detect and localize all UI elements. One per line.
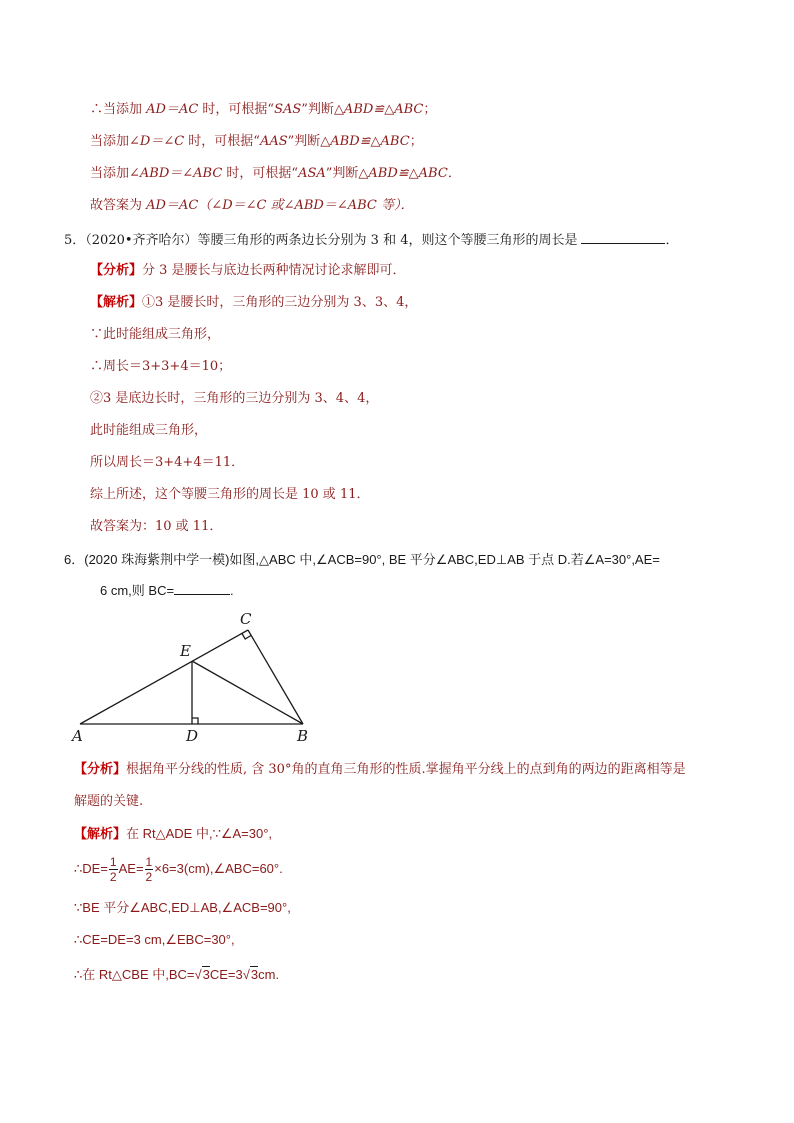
right-angle-mark-d bbox=[192, 718, 198, 724]
solution-tag: 【解析】 bbox=[90, 295, 143, 310]
q6-solution-step-3: ∵BE 平分∠ABC,ED⊥AB,∠ACB=90°, bbox=[74, 900, 291, 915]
q5-solution-step: ∴周长＝3+3+4＝10； bbox=[90, 359, 232, 374]
segment-ac bbox=[80, 630, 248, 724]
segment-eb bbox=[192, 661, 303, 724]
q5-solution-step: 所以周长＝3+4+4＝11． bbox=[90, 455, 245, 470]
fraction-one-half: $\frac{1}{2}$ bbox=[145, 855, 153, 885]
label-a: A bbox=[72, 727, 83, 745]
triangle-figure bbox=[60, 606, 330, 746]
q5-solution-step: ∵此时能组成三角形， bbox=[90, 327, 221, 342]
q5-solution-step: 此时能组成三角形， bbox=[90, 423, 208, 438]
prev-line-1: ∴当添加 AD＝AC 时，可根据“SAS”判断△ABD≌△ABC； bbox=[90, 102, 437, 117]
q5-answer: 故答案为：10 或 11． bbox=[90, 519, 223, 534]
q5-question: 5．（2020•齐齐哈尔）等腰三角形的两条边长分别为 3 和 4，则这个等腰三角形的周长是 ． bbox=[64, 229, 679, 250]
q5-answer-blank bbox=[581, 229, 665, 244]
fraction-one-half: $\frac{1}{2}$ bbox=[109, 855, 117, 885]
q6-solution-step-1: 【解析】在 Rt△ADE 中,∵∠A=30°, bbox=[74, 826, 273, 841]
prev-line-3: 当添加∠ABD＝∠ABC 时，可根据“ASA”判断△ABD≌△ABC． bbox=[90, 166, 461, 181]
q6-solution-step-4: ∴CE=DE=3 cm,∠EBC=30°, bbox=[74, 932, 235, 947]
q5-number: 5． bbox=[64, 233, 86, 248]
label-c: C bbox=[240, 610, 252, 628]
q6-analysis-line-1: 【分析】根据角平分线的性质, 含 30°角的直角三角形的性质.掌握角平分线上的点到角的两边的距离相等是 bbox=[74, 762, 686, 777]
q5-solution-step: 【解析】①3 是腰长时，三角形的三边分别为 3、3、4， bbox=[90, 295, 418, 310]
sqrt-symbol: √3 bbox=[194, 967, 210, 982]
q6-solution-step-5: ∴在 Rt△CBE 中,BC=√3CE=3√3cm. bbox=[74, 967, 280, 982]
prev-line-2: 当添加∠D＝∠C 时，可根据“AAS”判断△ABD≌△ABC； bbox=[90, 134, 423, 149]
analysis-tag: 【分析】 bbox=[74, 762, 127, 777]
q6-analysis-line-2: 解题的关键. bbox=[74, 794, 144, 809]
q5-text: （2020•齐齐哈尔）等腰三角形的两条边长分别为 3 和 4，则这个等腰三角形的周长是 bbox=[85, 233, 578, 248]
q5-solution-step: 综上所述，这个等腰三角形的周长是 10 或 11． bbox=[90, 487, 370, 502]
label-b: B bbox=[297, 727, 309, 745]
right-angle-mark-c bbox=[242, 634, 251, 640]
q5-analysis: 【分析】分 3 是腰长与底边长两种情况讨论求解即可． bbox=[90, 263, 406, 278]
analysis-tag: 【分析】 bbox=[90, 263, 143, 278]
label-d: D bbox=[186, 727, 199, 745]
label-e: E bbox=[180, 642, 191, 660]
prev-answer: 故答案为 AD＝AC（∠D＝∠C 或∠ABD＝∠ABC 等）． bbox=[90, 198, 414, 213]
q6-answer-blank bbox=[174, 580, 230, 595]
solution-tag: 【解析】 bbox=[74, 826, 127, 841]
q6-question-line-1: 6．(2020 珠海紫荆中学一模)如图,△ABC 中,∠ACB=90°, BE 平分∠ABC,ED⊥AB 于点 D.若∠A=30°,AE= bbox=[64, 552, 660, 567]
sqrt-symbol: √3 bbox=[242, 967, 259, 982]
q6-number: 6． bbox=[64, 552, 85, 567]
segment-cb bbox=[248, 630, 303, 724]
q6-question-line-2: 6 cm,则 BC= . bbox=[100, 580, 234, 600]
q5-solution-step: ②3 是底边长时，三角形的三边分别为 3、4、4， bbox=[90, 391, 379, 406]
q6-solution-step-2: ∴DE= $\frac{1}{2}$ AE= $\frac{1}{2}$ ×6=3(cm),∠ABC=60°. bbox=[74, 855, 283, 885]
